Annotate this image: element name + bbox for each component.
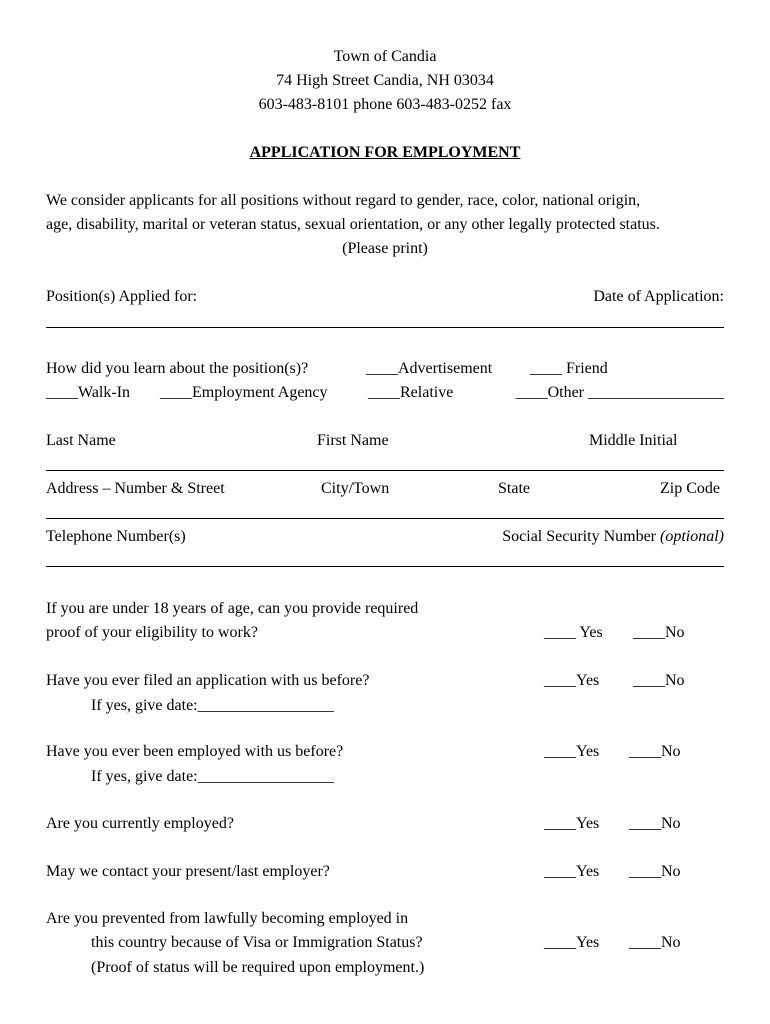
q1-line-1: If you are under 18 years of age, can you provide required bbox=[46, 600, 419, 617]
date-label: Date of Application: bbox=[593, 288, 724, 305]
zip-label: Zip Code bbox=[660, 480, 720, 497]
q3-yes[interactable]: ____Yes bbox=[544, 743, 600, 760]
q4-yes[interactable]: ____Yes bbox=[544, 815, 600, 832]
q1-line-2: proof of your eligibility to work? bbox=[46, 624, 258, 641]
learn-friend[interactable]: ____ Friend bbox=[530, 360, 608, 377]
org-phones: 603-483-8101 phone 603-483-0252 fax bbox=[258, 96, 512, 113]
phone-label: Telephone Number(s) bbox=[46, 528, 186, 545]
q1-yes[interactable]: ____ Yes bbox=[544, 624, 603, 641]
q3-no[interactable]: ____No bbox=[629, 743, 681, 760]
q5-no[interactable]: ____No bbox=[629, 863, 681, 880]
q3-text: Have you ever been employed with us before? bbox=[46, 743, 344, 760]
q2-yes[interactable]: ____Yes bbox=[544, 672, 600, 689]
first-name-label: First Name bbox=[317, 432, 389, 449]
last-name-label: Last Name bbox=[46, 432, 116, 449]
statement-line-3: (Please print) bbox=[342, 240, 428, 257]
positions-label: Position(s) Applied for: bbox=[46, 288, 198, 305]
learn-agency[interactable]: ____Employment Agency bbox=[160, 384, 328, 401]
q4-text: Are you currently employed? bbox=[46, 815, 234, 832]
q6-line-2: this country because of Visa or Immigration Status? bbox=[91, 934, 423, 951]
q6-no[interactable]: ____No bbox=[629, 934, 681, 951]
state-label: State bbox=[498, 480, 530, 497]
name-line[interactable] bbox=[46, 470, 724, 471]
position-line[interactable] bbox=[46, 327, 724, 328]
q2-text: Have you ever filed an application with us before? bbox=[46, 672, 370, 689]
q6-line-1: Are you prevented from lawfully becoming employed in bbox=[46, 910, 409, 927]
learn-advertisement[interactable]: ____Advertisement bbox=[366, 360, 493, 377]
learn-other[interactable]: ____Other _________________ bbox=[515, 384, 724, 401]
learn-question: How did you learn about the position(s)? bbox=[46, 360, 309, 377]
q5-text: May we contact your present/last employer? bbox=[46, 863, 330, 880]
statement-line-1: We consider applicants for all positions without regard to gender, race, color, national origin, bbox=[46, 192, 641, 209]
learn-walkin[interactable]: ____Walk-In bbox=[46, 384, 131, 401]
phone-ssn-line[interactable] bbox=[46, 566, 724, 567]
learn-relative[interactable]: ____Relative bbox=[368, 384, 454, 401]
middle-initial-label: Middle Initial bbox=[589, 432, 678, 449]
q2-date[interactable]: If yes, give date:_________________ bbox=[91, 697, 334, 714]
ssn-label-group bbox=[502, 527, 724, 547]
page-title: APPLICATION FOR EMPLOYMENT bbox=[249, 144, 521, 161]
q2-no[interactable]: ____No bbox=[633, 672, 685, 689]
statement-line-2: age, disability, marital or veteran status, sexual orientation, or any other legally protected status. bbox=[46, 216, 660, 233]
address-line[interactable] bbox=[46, 518, 724, 519]
street-label: Address – Number & Street bbox=[46, 480, 225, 497]
q5-yes[interactable]: ____Yes bbox=[544, 863, 600, 880]
q6-line-3: (Proof of status will be required upon employment.) bbox=[91, 959, 425, 976]
org-address: 74 High Street Candia, NH 03034 bbox=[276, 72, 494, 89]
city-label: City/Town bbox=[321, 480, 390, 497]
q3-date[interactable]: If yes, give date:_________________ bbox=[91, 768, 334, 785]
ssn-optional: (optional) bbox=[660, 528, 724, 545]
q6-yes[interactable]: ____Yes bbox=[544, 934, 600, 951]
q1-no[interactable]: ____No bbox=[633, 624, 685, 641]
org-name: Town of Candia bbox=[333, 48, 437, 65]
ssn-label: Social Security Number bbox=[502, 528, 656, 545]
q4-no[interactable]: ____No bbox=[629, 815, 681, 832]
